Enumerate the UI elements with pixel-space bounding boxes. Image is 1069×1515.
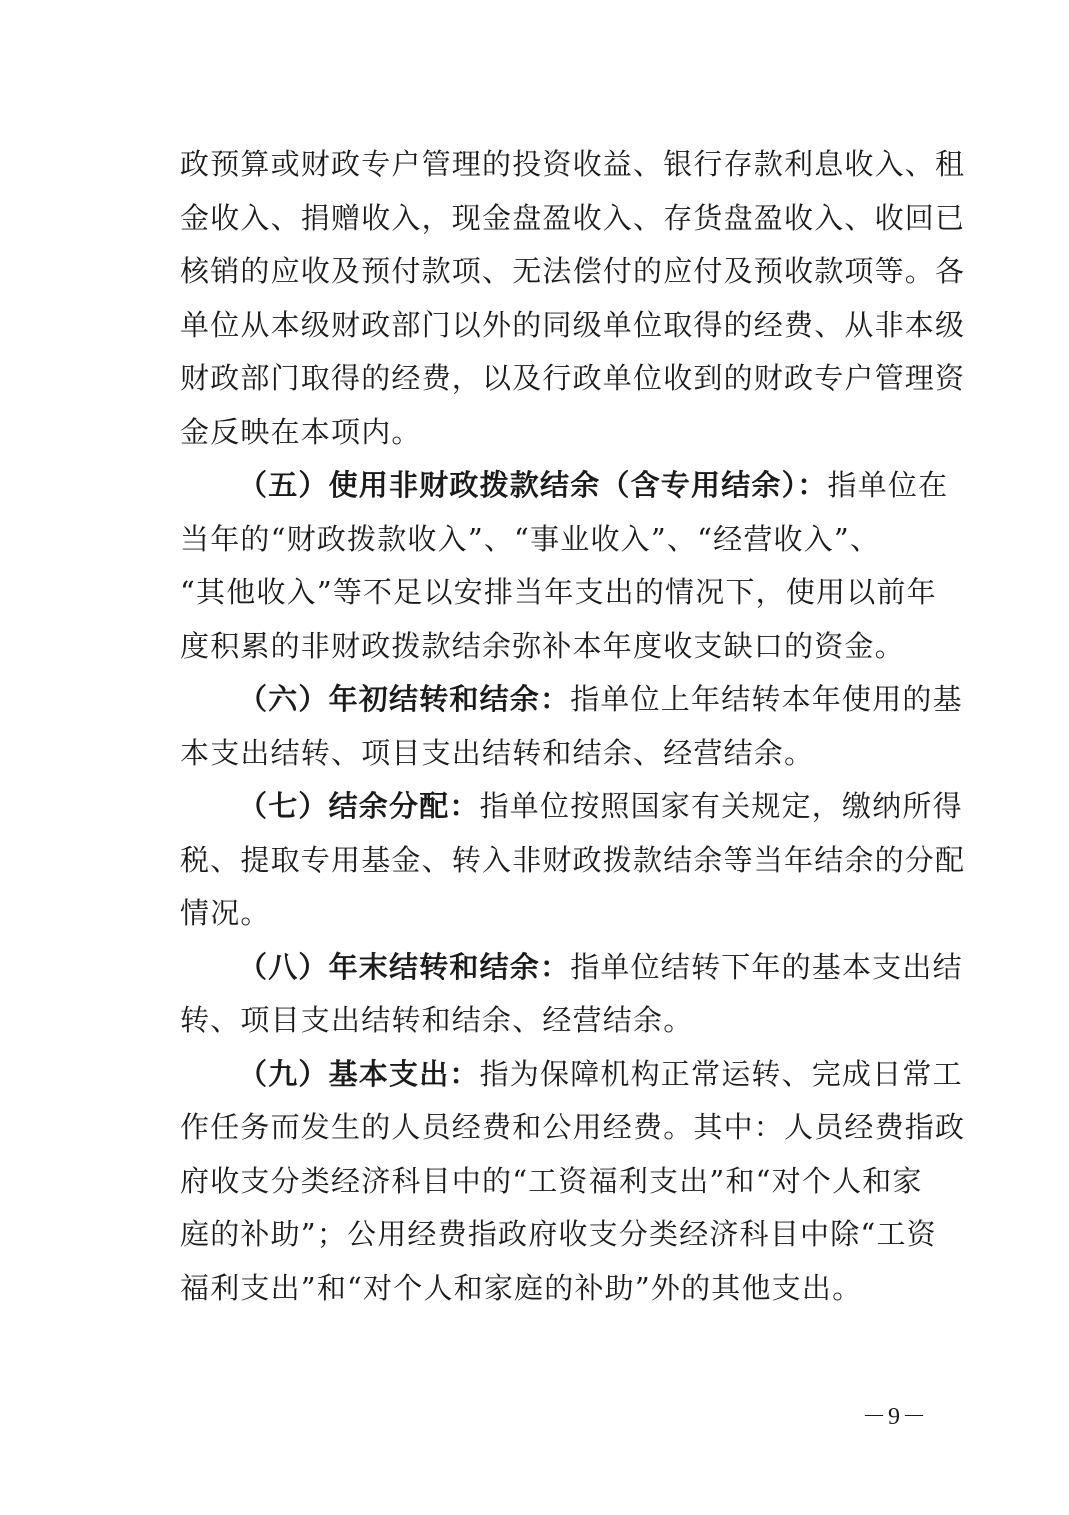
line-text: 当年的“财政拨款收入”、“事业收入”、“经营收入”、 <box>180 521 881 556</box>
text-line <box>180 620 920 674</box>
section-heading: （八）年末结转和结余： <box>238 949 571 984</box>
text-line <box>180 1208 937 1262</box>
text-line <box>180 1262 920 1316</box>
section-8-line <box>180 941 963 995</box>
line-text: 指单位结转下年的基本支出结 <box>570 949 963 984</box>
section-heading: （五）使用非财政拨款结余（含专用结余）： <box>238 468 828 502</box>
section-7-line <box>180 780 963 834</box>
line-text: 税、提取专用基金、转入非财政拨款结余等当年结余的分配 <box>180 842 966 877</box>
line-text: 庭的补助”；公用经费指政府收支分类经济科目中除“工资 <box>180 1217 937 1251</box>
page-number: －9－ <box>862 1404 928 1430</box>
text-line <box>180 352 966 406</box>
text-line <box>180 299 966 353</box>
section-6-line <box>180 673 963 727</box>
text-line <box>180 245 966 299</box>
section-heading: （六）年初结转和结余： <box>238 682 571 716</box>
line-text: 核销的应收及预付款项、无法偿付的应付及预收款项等。各 <box>180 254 966 288</box>
line-text: 单位从本级财政部门以外的同级单位取得的经费、从非本级 <box>180 307 966 342</box>
text-line <box>180 1101 966 1155</box>
line-text: 财政部门取得的经费，以及行政单位收到的财政专户管理资 <box>180 361 966 395</box>
section-9-line <box>180 1048 963 1102</box>
line-text: 指单位在 <box>827 468 949 502</box>
text-line <box>180 727 920 781</box>
line-text: 指单位按照国家有关规定，缴纳所得 <box>479 789 963 823</box>
line-text: 金收入、捐赠收入，现金盘盈收入、存货盘盈收入、收回已 <box>180 200 966 235</box>
text-line <box>180 406 920 460</box>
text-line <box>180 834 966 888</box>
line-text: “其他收入”等不足以安排当年支出的情况下，使用以前年 <box>180 575 937 609</box>
body-text <box>180 138 966 1315</box>
text-line <box>180 566 937 620</box>
line-text: 政预算或财政专户管理的投资收益、银行存款利息收入、租 <box>180 147 966 181</box>
text-line <box>180 192 966 246</box>
section-heading: （九）基本支出： <box>238 1056 480 1091</box>
line-text: 作任务而发生的人员经费和公用经费。其中：人员经费指政 <box>180 1110 966 1144</box>
text-line <box>180 1155 923 1209</box>
line-text: 指为保障机构正常运转、完成日常工 <box>479 1056 963 1091</box>
line-text: 情况。 <box>180 896 271 930</box>
line-text: 转、项目支出结转和结余、经营结余。 <box>180 1003 694 1037</box>
text-line <box>180 138 966 192</box>
line-text: 金反映在本项内。 <box>180 414 422 449</box>
section-heading: （七）结余分配： <box>238 789 480 823</box>
text-line <box>180 887 920 941</box>
line-text: 福利支出”和“对个人和家庭的补助”外的其他支出。 <box>180 1270 863 1305</box>
text-line <box>180 513 920 567</box>
line-text: 指单位上年结转本年使用的基 <box>570 682 963 716</box>
section-5-line <box>180 459 949 513</box>
line-text: 本支出结转、项目支出结转和结余、经营结余。 <box>180 735 815 770</box>
line-text: 度积累的非财政拨款结余弥补本年度收支缺口的资金。 <box>180 628 905 663</box>
line-text: 府收支分类经济科目中的“工资福利支出”和“对个人和家 <box>180 1163 923 1198</box>
text-line <box>180 994 920 1048</box>
